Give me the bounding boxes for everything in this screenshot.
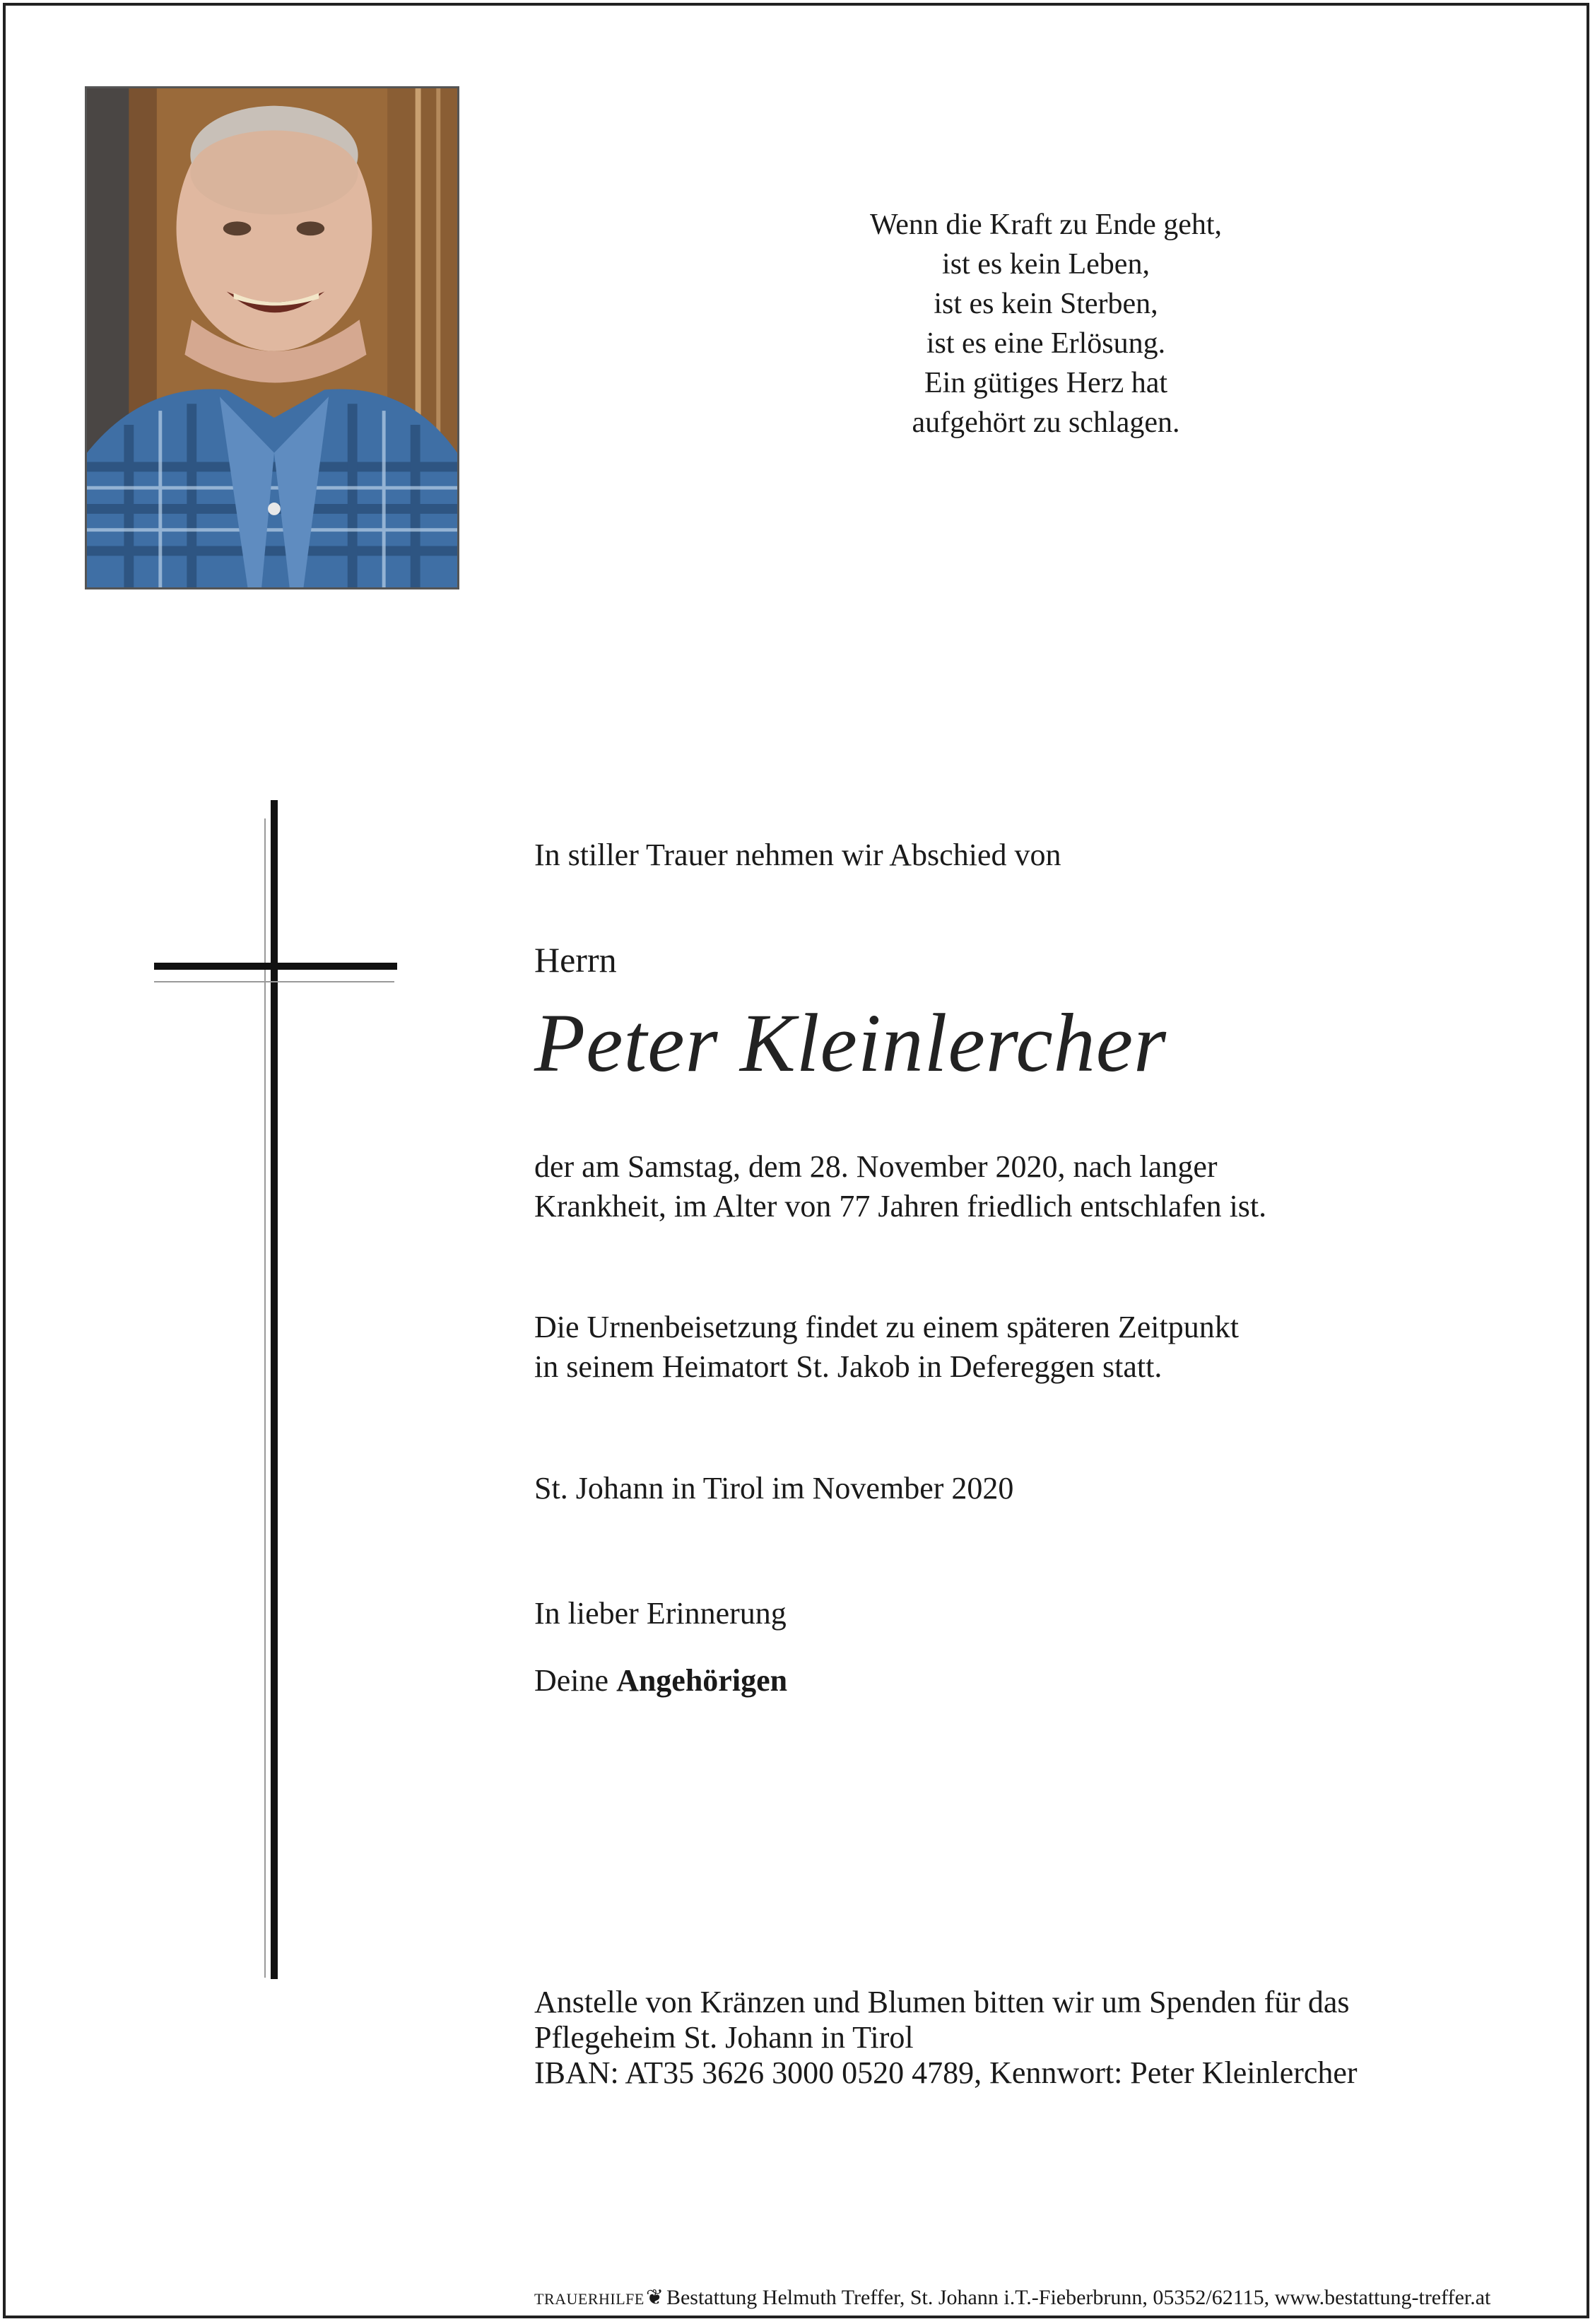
signoff-family: Angehörigen — [616, 1663, 788, 1698]
salutation: Herrn — [534, 940, 617, 980]
burial-line: in seinem Heimatort St. Jakob in Defereggen statt. — [534, 1349, 1163, 1384]
donation-line: Anstelle von Kränzen und Blumen bitten wir um Spenden für das — [534, 1985, 1350, 2019]
poem — [721, 205, 1371, 442]
poem-line: Wenn die Kraft zu Ende geht, — [869, 209, 1223, 241]
place-date: St. Johann in Tirol im November 2020 — [534, 1471, 1014, 1506]
donation-line: Pflegeheim St. Johann in Tirol — [534, 2020, 914, 2055]
cross-shadow-horizontal — [154, 981, 394, 982]
cross-vertical-bar — [271, 800, 278, 1979]
portrait-photo — [85, 86, 459, 589]
poem-line: aufgehört zu schlagen. — [912, 406, 1180, 439]
poem-line: Ein gütiges Herz hat — [924, 367, 1168, 399]
signoff — [534, 1661, 787, 1701]
poem-line: ist es eine Erlösung. — [926, 327, 1166, 360]
footer — [534, 2285, 1490, 2310]
intro-text: In stiller Trauer nehmen wir Abschied von — [534, 838, 1061, 872]
remembrance: In lieber Erinnerung — [534, 1596, 787, 1631]
deceased-name: Peter Kleinlercher — [534, 997, 1167, 1089]
poem-line: ist es kein Sterben, — [934, 288, 1158, 320]
footer-brand: TRAUERHILFE — [534, 2290, 645, 2308]
burial-paragraph — [534, 1308, 1239, 1387]
death-line: Krankheit, im Alter von 77 Jahren friedlich entschlafen ist. — [534, 1189, 1267, 1223]
death-line: der am Samstag, dem 28. November 2020, nach langer — [534, 1149, 1218, 1184]
cross-horizontal-bar — [154, 963, 397, 970]
death-paragraph — [534, 1147, 1266, 1226]
donation-line: IBAN: AT35 3626 3000 0520 4789, Kennwort: Peter Kleinlercher — [534, 2055, 1358, 2090]
signoff-prefix: Deine — [534, 1663, 617, 1698]
burial-line: Die Urnenbeisetzung findet zu einem späteren Zeitpunkt — [534, 1310, 1239, 1344]
cross-shadow-vertical — [264, 818, 266, 1978]
donation-paragraph — [534, 1985, 1358, 2091]
leaf-icon: ❦ — [645, 2286, 664, 2309]
poem-line: ist es kein Leben, — [942, 248, 1150, 281]
footer-text: Bestattung Helmuth Treffer, St. Johann i.T.-Fieberbrunn, 05352/62115, www.bestattung-treffer.at — [666, 2286, 1491, 2309]
